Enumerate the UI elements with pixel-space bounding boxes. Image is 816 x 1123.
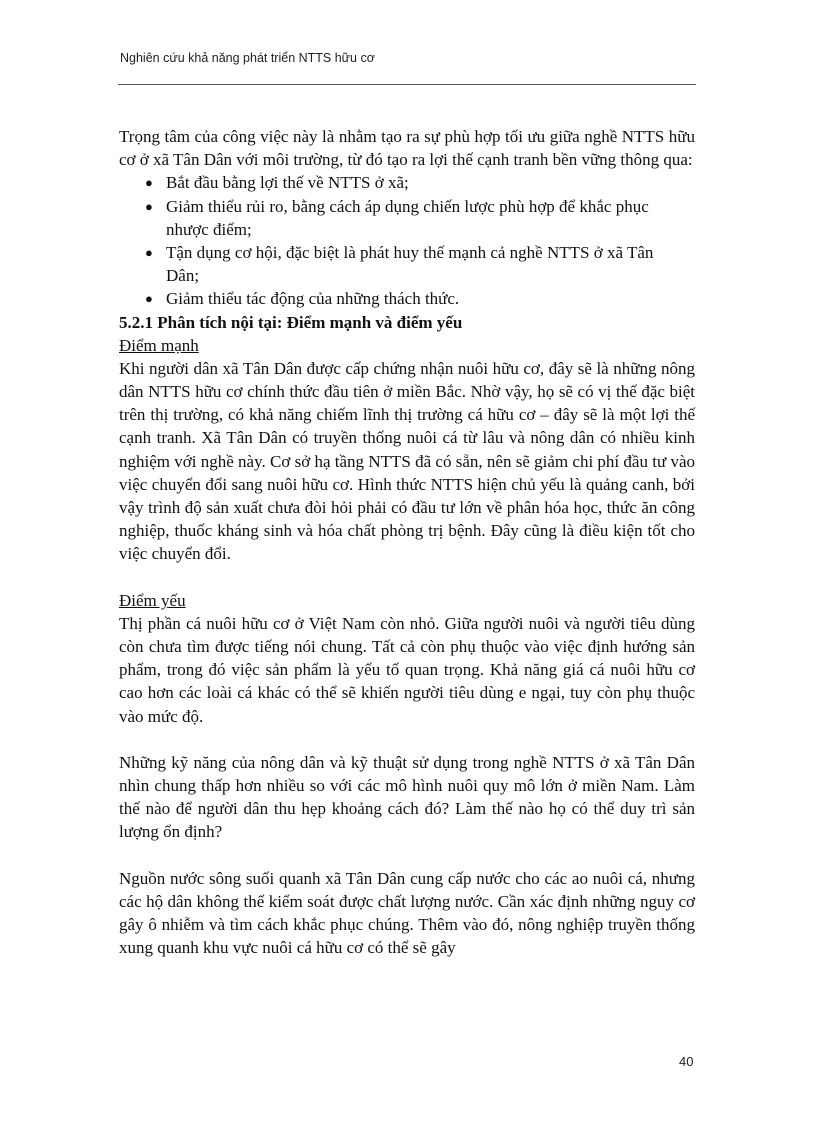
bullet-icon: ●: [145, 175, 153, 191]
list-item-text: Giảm thiểu tác động của những thách thức.: [166, 289, 460, 309]
running-header: Nghiên cứu khả năng phát triển NTTS hữu cơ: [120, 51, 375, 65]
list-item: [119, 287, 666, 310]
weaknesses-paragraph-2: Những kỹ năng của nông dân và kỹ thuật sử dụng trong nghề NTTS ở xã Tân Dân nhìn chung thấp hơn nhiều so với các mô hình nuôi quy mô lớn ở miền Nam. Làm thế nào để người dân thu hẹp khoảng cách đó? Làm thế nào họ có thể duy trì sản lượng ổn định?: [119, 752, 695, 842]
weaknesses-paragraph-1: Thị phần cá nuôi hữu cơ ở Việt Nam còn nhỏ. Giữa người nuôi và người tiêu dùng còn chưa tìm được tiếng nói chung. Tất cả còn phụ thuộc vào việc định hướng sản phẩm, trong đó việc sản phẩm là yếu tố quan trọng. Khả năng giá cá nuôi hữu cơ cao hơn các loài cá khác có thể sẽ khiến người tiêu dùng e ngại, tuy còn phụ thuộc vào mức độ.: [119, 613, 695, 726]
list-item: [119, 241, 666, 287]
section-heading: 5.2.1 Phân tích nội tại: Điểm mạnh và điểm yếu: [119, 312, 463, 332]
paragraph-spacer: [119, 844, 695, 867]
intro-bullet-list: [119, 171, 695, 310]
intro-paragraph: Trọng tâm của công việc này là nhằm tạo ra sự phù hợp tối ưu giữa nghề NTTS hữu cơ ở xã Tân Dân với môi trường, từ đó tạo ra lợi thế cạnh tranh bền vững thông qua:: [119, 127, 695, 170]
paragraph-spacer: [119, 728, 695, 751]
page-number: 40: [679, 1054, 694, 1069]
list-item: [119, 171, 666, 194]
header-rule: [118, 84, 696, 85]
list-item: [119, 195, 666, 241]
weaknesses-heading: Điểm yếu: [119, 590, 186, 610]
bullet-icon: ●: [145, 245, 153, 261]
bullet-icon: ●: [145, 291, 153, 307]
list-item-text: Giảm thiểu rủi ro, bằng cách áp dụng chiến lược phù hợp để khắc phục nhược điểm;: [166, 196, 649, 239]
strengths-heading: Điểm mạnh: [119, 335, 199, 355]
bullet-icon: ●: [145, 198, 153, 214]
weaknesses-paragraph-3: Nguồn nước sông suối quanh xã Tân Dân cung cấp nước cho các ao nuôi cá, nhưng các hộ dân không thể kiểm soát được chất lượng nước. Cần xác định những nguy cơ gây ô nhiễm và tìm cách khắc phục chúng. Thêm vào đó, nông nghiệp truyền thống xung quanh khu vực nuôi cá hữu cơ có thể sẽ gây: [119, 868, 695, 958]
page-content: [119, 125, 695, 960]
list-item-text: Bắt đầu bằng lợi thế về NTTS ở xã;: [166, 173, 409, 193]
list-item-text: Tận dụng cơ hội, đặc biệt là phát huy thế mạnh cả nghề NTTS ở xã Tân Dân;: [166, 243, 654, 286]
strengths-paragraph: Khi người dân xã Tân Dân được cấp chứng nhận nuôi hữu cơ, đây sẽ là những nông dân NTTS hữu cơ chính thức đầu tiên ở miền Bắc. Nhờ vậy, họ sẽ có vị thế đặc biệt trên thị trường, có khả năng chiếm lĩnh thị trường cá hữu cơ – đây sẽ là một lợi thế cạnh tranh. Xã Tân Dân có truyền thống nuôi cá từ lâu và nông dân có nhiều kinh nghiệm với nghề này. Cơ sở hạ tầng NTTS đã có sẵn, nên sẽ giảm chi phí đầu tư vào việc chuyển đổi sang nuôi hữu cơ. Hình thức NTTS hiện chủ yếu là quảng canh, bởi vậy trình độ sản xuất chưa đòi hỏi phải có đầu tư lớn về phân hóa học, thức ăn công nghiệp, thuốc kháng sinh và hóa chất phòng trị bệnh. Đây cũng là điều kiện tốt cho việc chuyển đổi.: [119, 358, 695, 564]
paragraph-spacer: [119, 566, 695, 589]
